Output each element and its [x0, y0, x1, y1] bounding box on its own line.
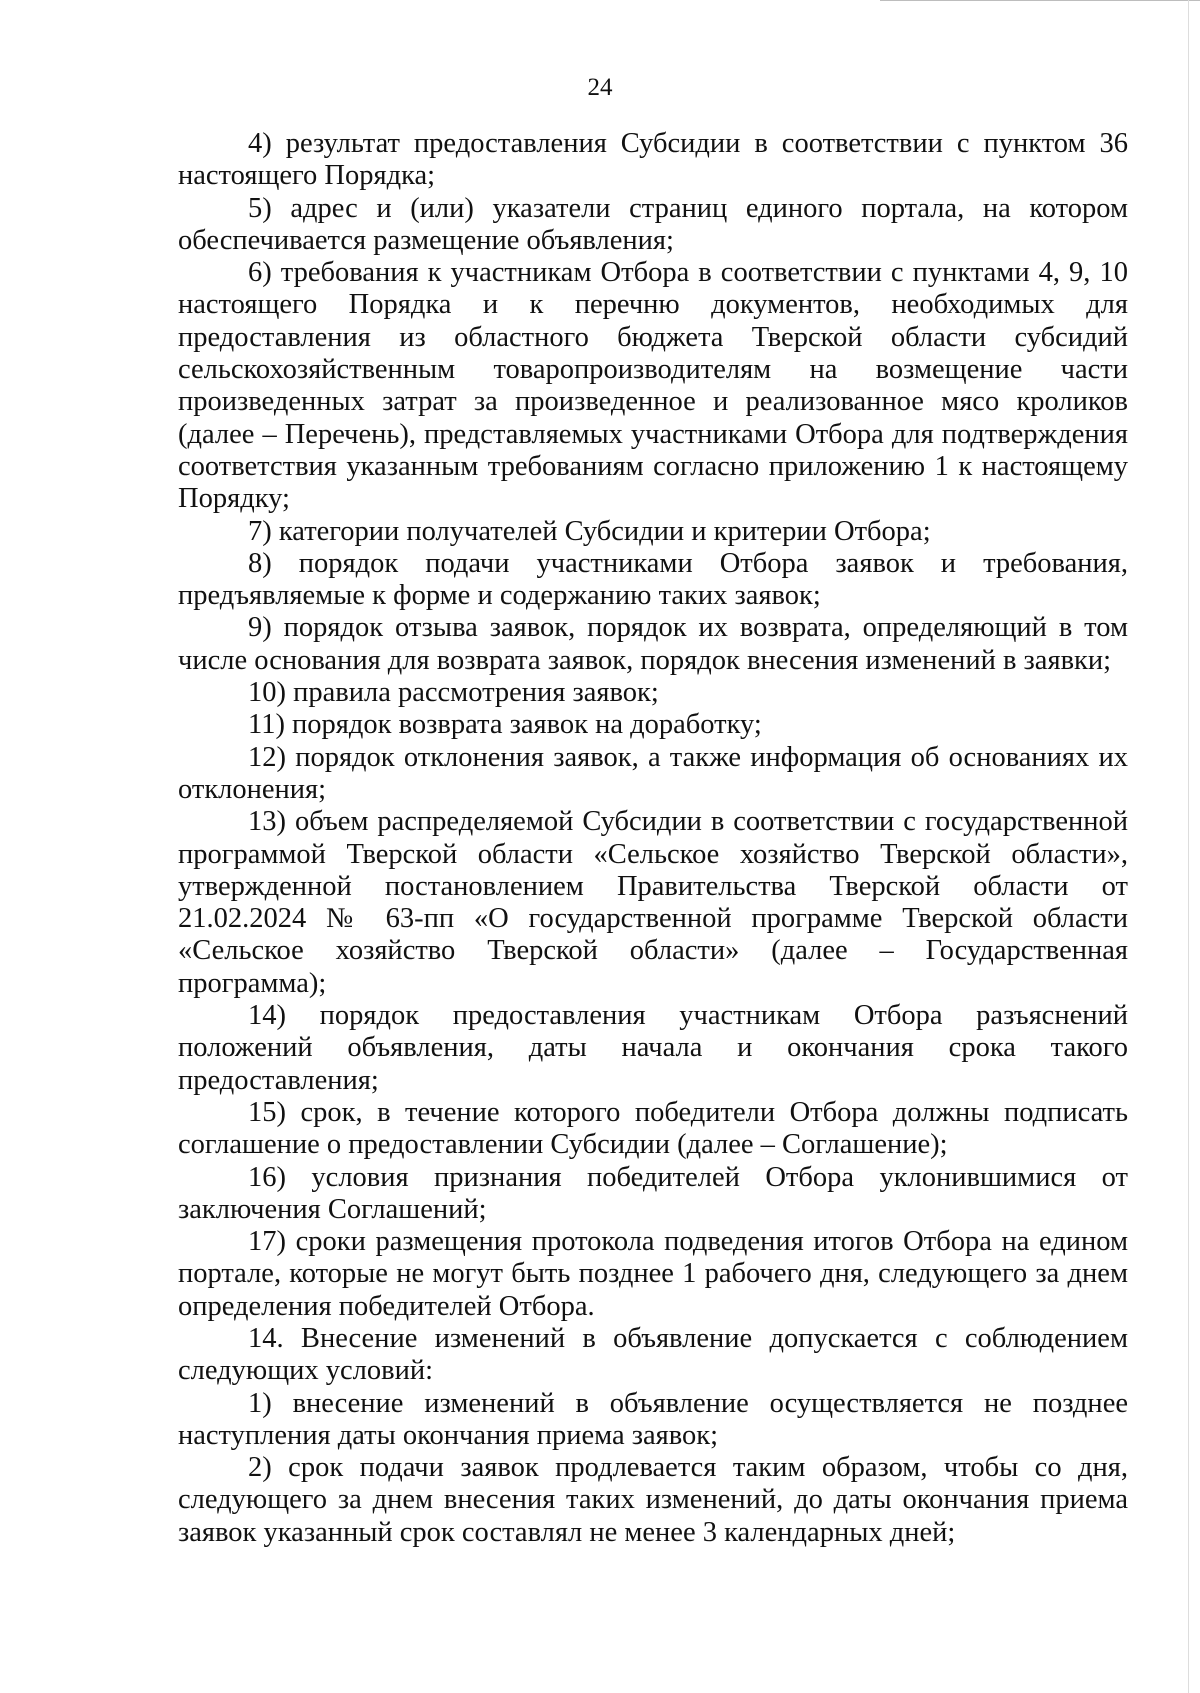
paragraph-item-13: 13) объем распределяемой Субсидии в соответствии с государственной программой Тверской области «Сельское хозяйство Тверской области», утвержденной постановлением Правительства Тверской области от 21.02.2024 № 63-пп «О государственной программе Тверской области «Сельское хозяйство Тверской области» (далее – Государственная программа); — [178, 806, 1128, 999]
paragraph-item-15: 15) срок, в течение которого победители Отбора должны подписать соглашение о предоставлении Субсидии (далее – Соглашение); — [178, 1096, 1128, 1161]
paragraph-condition-2: 2) срок подачи заявок продлевается таким образом, чтобы со дня, следующего за днем внесения таких изменений, до даты окончания приема заявок указанный срок составлял не менее 3 календарных дней; — [178, 1452, 1128, 1548]
page-number: 24 — [587, 74, 613, 101]
paragraph-item-16: 16) условия признания победителей Отбора уклонившимися от заключения Соглашений; — [178, 1161, 1128, 1225]
scan-artifact-top-edge — [880, 0, 1200, 1]
scan-artifact-right-edge — [1188, 0, 1189, 1693]
paragraph-item-11: 11) порядок возврата заявок на доработку; — [248, 709, 762, 741]
paragraph-item-12: 12) порядок отклонения заявок, а также информация об основаниях их отклонения; — [178, 741, 1128, 805]
paragraph-item-4: 4) результат предоставления Субсидии в соответствии с пунктом 36 настоящего Порядка; — [178, 128, 1128, 192]
paragraph-clause-14: 14. Внесение изменений в объявление допускается с соблюдением следующих условий: — [178, 1322, 1128, 1387]
paragraph-item-17: 17) сроки размещения протокола подведения итогов Отбора на едином портале, которые не могут быть позднее 1 рабочего дня, следующего за днем определения победителей Отбора. — [178, 1226, 1128, 1322]
paragraph-item-9: 9) порядок отзыва заявок, порядок их возврата, определяющий в том числе основания для возврата заявок, порядок внесения изменений в заявки; — [178, 612, 1128, 676]
paragraph-item-6: 6) требования к участникам Отбора в соответствии с пунктами 4, 9, 10 настоящего Порядка и к перечню документов, необходимых для предоставления из областного бюджета Тверской области субсидий сельскохозяйственным товаропроизводителям на возмещение части произведенных затрат за произведенное и реализованное мясо кроликов (далее – Перечень), представляемых участниками Отбора для подтверждения соответствия указанным требованиям согласно приложению 1 к настоящему Порядку; — [178, 257, 1128, 515]
paragraph-item-10: 10) правила рассмотрения заявок; — [248, 677, 659, 709]
paragraph-item-8: 8) порядок подачи участниками Отбора заявок и требования, предъявляемые к форме и содержанию таких заявок; — [178, 547, 1128, 612]
paragraph-item-14: 14) порядок предоставления участникам Отбора разъяснений положений объявления, даты начала и окончания срока такого предоставления; — [178, 1000, 1128, 1096]
paragraph-item-5: 5) адрес и (или) указатели страниц единого портала, на котором обеспечивается размещение объявления; — [178, 192, 1128, 256]
paragraph-condition-1: 1) внесение изменений в объявление осуществляется не позднее наступления даты окончания приема заявок; — [178, 1387, 1128, 1451]
document-body — [178, 128, 1128, 1549]
paragraph-item-7: 7) категории получателей Субсидии и критерии Отбора; — [248, 515, 931, 547]
